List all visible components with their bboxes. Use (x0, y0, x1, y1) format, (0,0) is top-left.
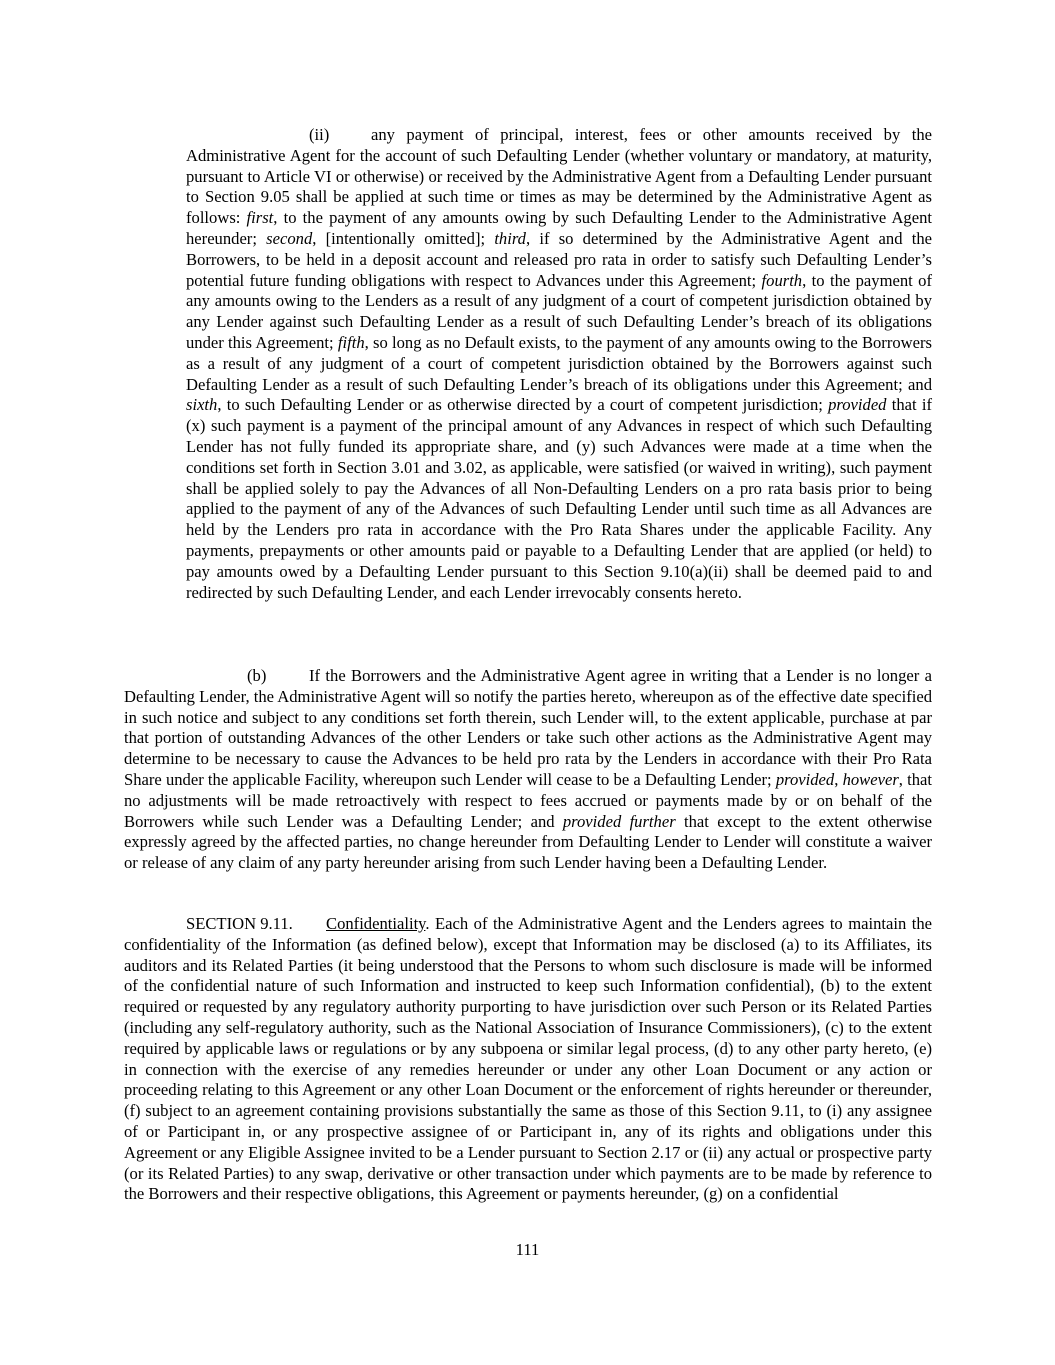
clause-a-ii-sixth: sixth (186, 395, 218, 415)
clause-a-ii-text-8: that if (x) such payment is a payment of the principal amount of any Advances in respect of which such Defaulting Lender has not fully funded its appropriate share, and (y) such Advances were made at a time when the conditions set forth in Section 3.01 and 3.02, as applicable, were satisfied (or waived in writing), such payment shall be applied solely to pay the Advances of all Non-Defaulting Lenders on a pro rata basis prior to being applied to the payment of any of the Advances of such Defaulting Lender until such time as all Advances are held by the Lenders pro rata in accordance with the Pro Rata Shares under the applicable Facility. Any payments, prepayments or other amounts paid or payable to a Defaulting Lender that are applied (or held) to pay amounts owed by a Defaulting Lender pursuant to this Section 9.10(a)(ii) shall be deemed paid to and redirected by such Defaulting Lender, and each Lender irrevocably consents hereto. (186, 395, 932, 602)
clause-a-ii-marker: (ii) (309, 125, 330, 144)
clause-b-text-3: , that no adjustments will be made retroactively with respect to fees accrued or payments made by or on behalf of the Borrowers while such Lender was a Defaulting Lender; and (124, 769, 932, 831)
clause-b-provided: provided (775, 769, 835, 789)
section-9-11-paragraph (124, 914, 932, 1205)
clause-a-ii-text-4: , if so determined by the Administrative Agent and the Borrowers, to be held in a deposit account and released pro rata in order to satisfy such Defaulting Lender’s potential future funding obligations with respect to Advances under this Agreement; (186, 228, 932, 290)
clause-a-ii-provided: provided (828, 395, 887, 415)
clause-a-ii-fourth: fourth (761, 270, 803, 290)
section-9-11-number: SECTION 9.11. (186, 914, 293, 933)
section-9-11-title: Confidentiality (326, 914, 426, 933)
section-9-11-body: Each of the Administrative Agent and the Lenders agrees to maintain the confidentiality of the Information (as defined below), except that Information may be disclosed (a) to its Affiliates, its auditors and its Related Parties (it being understood that the Persons to whom such disclosure is made will be informed of the confidential nature of such Information and instructed to keep such Information confidential), (b) to the extent required or requested by any regulatory authority purporting to have jurisdiction over such Person or its Related Parties (including any self-regulatory authority, such as the National Association of Insurance Commissioners), (c) to the extent required by applicable laws or regulations or by any subpoena or similar legal process, (d) to any other party hereto, (e) in connection with the exercise of any remedies hereunder or under any other Loan Document or any action or proceeding relating to this Agreement or any other Loan Document or the enforcement of rights hereunder or thereunder, (f) subject to an agreement containing provisions substantially the same as those of this Section 9.11, to (i) any assignee of or Participant in, or any prospective assignee of or Participant in, any of its rights and obligations under this Agreement or any Eligible Assignee invited to be a Lender pursuant to Section 2.17 or (ii) any actual or prospective party (or its Related Parties) to any swap, derivative or other transaction under which payments are to be made by reference to the Borrowers and their respective obligations, this Agreement or payments hereunder, (g) on a confidential (124, 914, 932, 1204)
clause-a-ii-paragraph (186, 125, 932, 603)
clause-a-ii-second: second (266, 228, 313, 248)
clause-a-ii-text-6: , so long as no Default exists, to the payment of any amounts owing to the Borrowers as a result of any judgment of a court of competent jurisdiction obtained by the Borrowers against such Defaulting Lender as a result of such Defaulting Lender’s breach of its obligations under this Agreement; and (186, 332, 932, 394)
clause-a-ii-text-5: , to the payment of any amounts owing to the Lenders as a result of any judgment of a court of competent jurisdiction obtained by any Lender against such Defaulting Lender as a result of such Defaulting Lender’s breach of its obligations under this Agreement; (186, 270, 932, 352)
clause-a-ii-text-7: , to such Defaulting Lender or as otherwise directed by a court of competent jurisdiction; (217, 395, 829, 415)
clause-a-ii-first: first (246, 208, 274, 228)
clause-b-text-4: that except to the extent otherwise expressly agreed by the affected parties, no change hereunder from Defaulting Lender to Lender will constitute a waiver or release of any claim of any party hereunder arising from such Lender having been a Defaulting Lender. (124, 811, 932, 873)
clause-a-ii-text-2: , to the payment of any amounts owing by such Defaulting Lender to the Administrative Agent hereunder; (186, 208, 932, 248)
clause-b-text-2: , (834, 769, 843, 789)
clause-a-ii-fifth: fifth (337, 332, 365, 352)
clause-b-provided-further: provided further (562, 811, 676, 831)
clause-b-text-1: If the Borrowers and the Administrative Agent agree in writing that a Lender is no longer a Defaulting Lender, the Administrative Agent will so notify the parties hereto, whereupon as of the effective date specified in such notice and subject to any conditions set forth therein, such Lender will, to the extent applicable, purchase at par that portion of outstanding Advances of the other Lenders or take such other actions as the Administrative Agent may determine to be necessary to cause the Advances to be held pro rata by the Lenders in accordance with their Pro Rata Share under the applicable Facility, whereupon such Lender will cease to be a Defaulting Lender; (124, 666, 932, 789)
clause-b-however: however (842, 769, 899, 789)
page-number: 111 (515, 1240, 540, 1259)
clause-a-ii-text-3: , [intentionally omitted]; (312, 228, 495, 248)
clause-a-ii-third: third (494, 228, 526, 248)
clause-a-ii-text-1: any payment of principal, interest, fees or other amounts received by the Administrative Agent for the account of such Defaulting Lender (whether voluntary or mandatory, at maturity, pursuant to Article VI or otherwise) or received by the Administrative Agent from a Defaulting Lender pursuant to Section 9.05 shall be applied at such time or times as may be determined by the Administrative Agent as follows: (186, 125, 932, 228)
section-9-11-title-period: . (425, 914, 430, 933)
clause-b-marker: (b) (247, 666, 267, 685)
clause-b-paragraph (124, 666, 932, 874)
